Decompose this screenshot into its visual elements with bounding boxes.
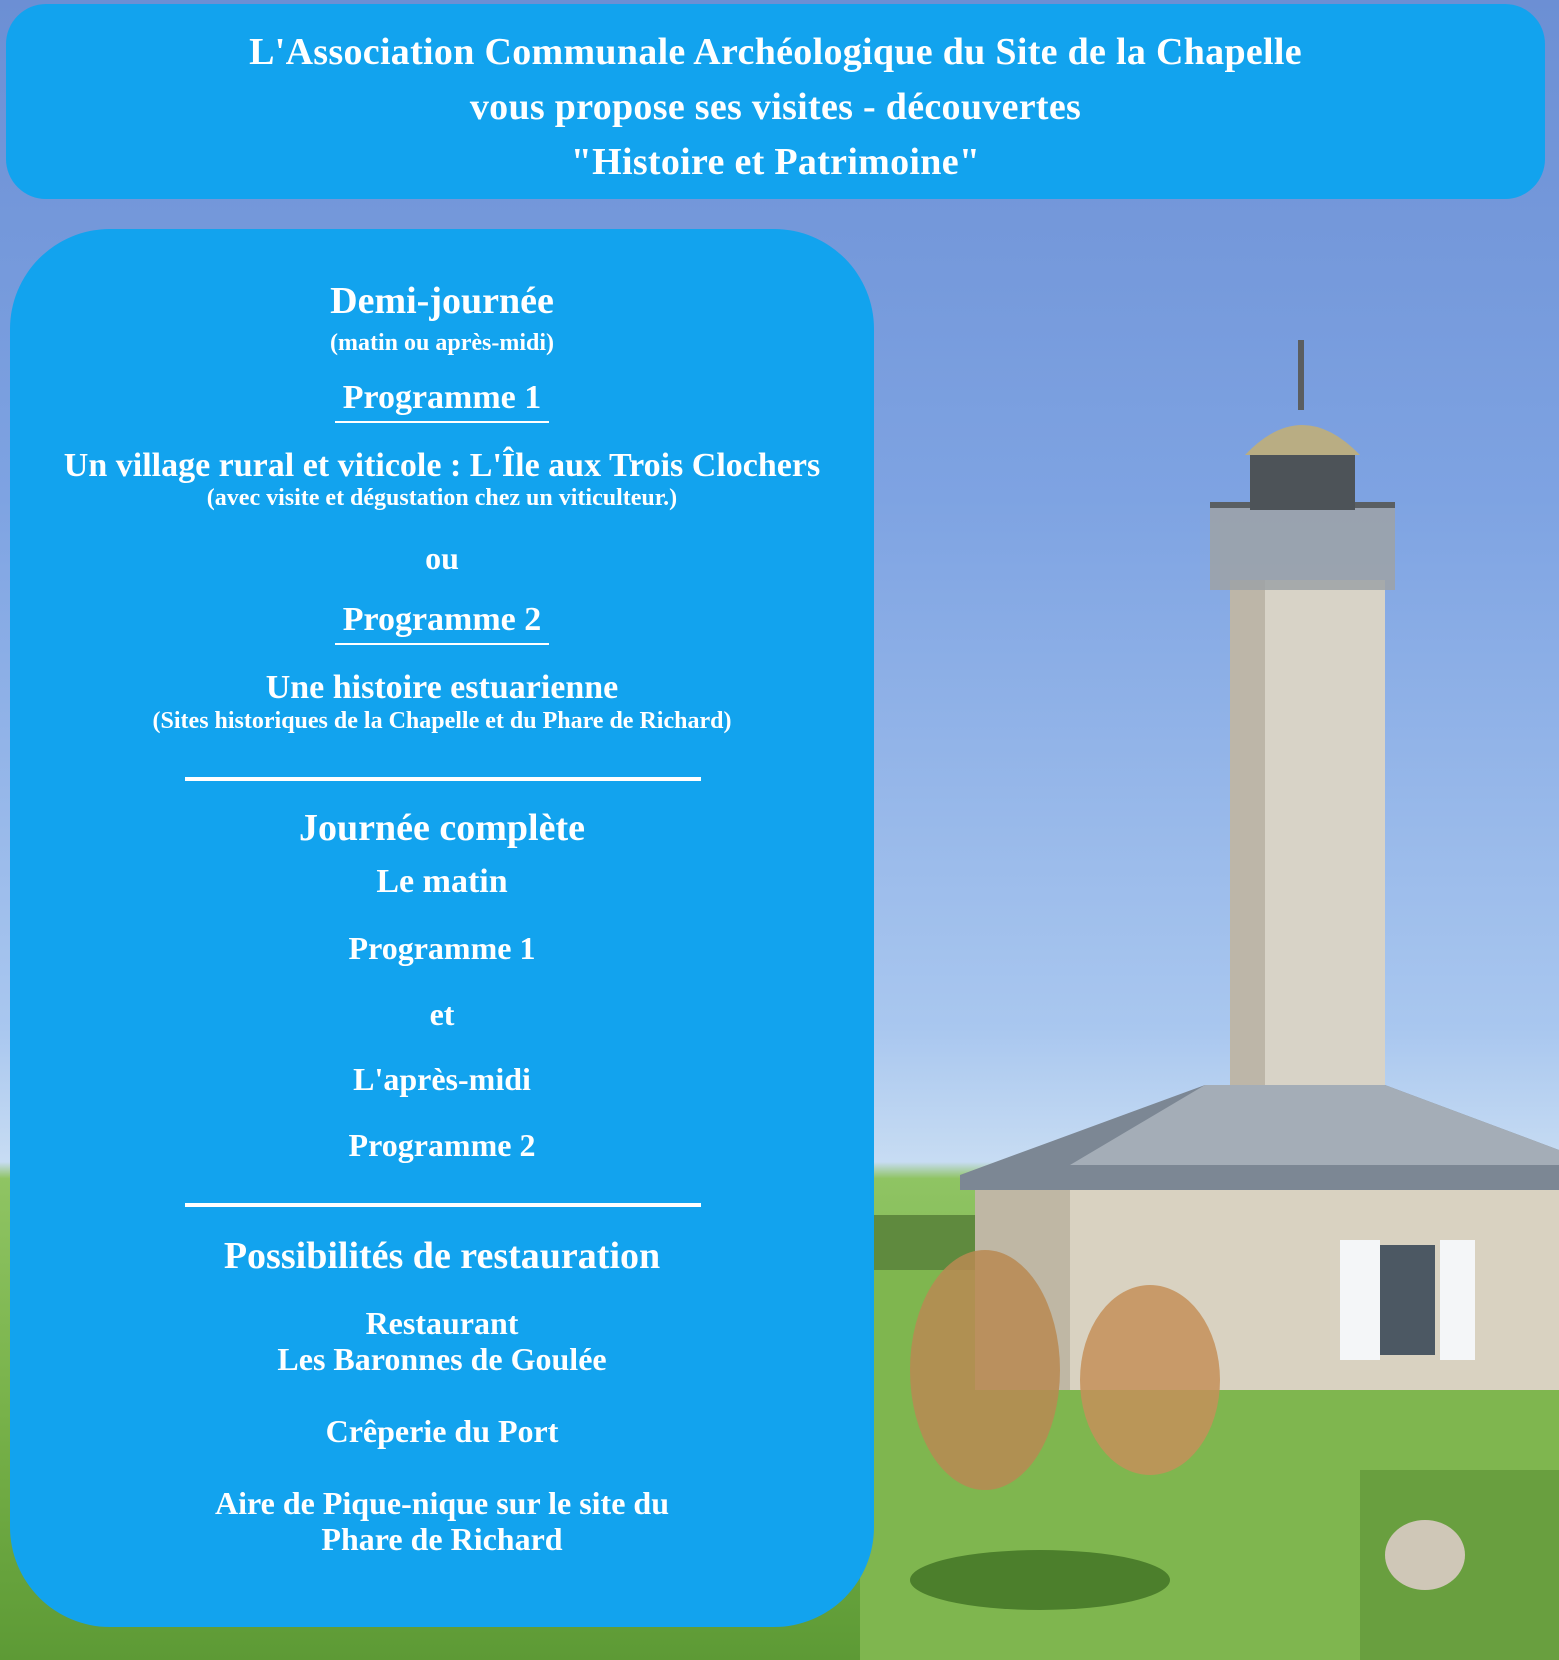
program-2-subtitle: (Sites historiques de la Chapelle et du Phare de Richard): [152, 708, 732, 734]
shutter-left: [1340, 1240, 1380, 1360]
lighthouse-lantern: [1250, 455, 1355, 510]
creperie: Crêperie du Port: [325, 1413, 559, 1449]
lantern-dome: [1245, 425, 1360, 455]
restaurant-line-1: Restaurant: [365, 1305, 519, 1341]
and-label: et: [429, 996, 455, 1032]
tree-left: [910, 1250, 1060, 1490]
tower-shade: [1230, 580, 1265, 1085]
lighthouse-gallery: [1210, 505, 1395, 590]
program-2-label[interactable]: Programme 2: [335, 601, 550, 645]
program-1-subtitle: (avec visite et dégustation chez un viticulteur.): [206, 485, 678, 511]
half-day-subtitle: (matin ou après-midi): [330, 330, 554, 356]
picnic-line-1: Aire de Pique-nique sur le site du: [215, 1485, 669, 1521]
programs-panel: [10, 229, 874, 1627]
program-1-label[interactable]: Programme 1: [335, 379, 550, 423]
flower-bed: [910, 1550, 1170, 1610]
divider-2: [185, 1203, 701, 1207]
divider-1: [185, 777, 701, 781]
morning-program: Programme 1: [348, 930, 536, 966]
header-line-1: L'Association Communale Archéologique du Site de la Chapelle: [249, 31, 1302, 73]
header-banner: [6, 4, 1545, 199]
window: [1380, 1245, 1435, 1355]
half-day-title: Demi-journée: [330, 280, 554, 322]
header-line-3: "Histoire et Patrimoine": [570, 141, 981, 183]
or-label: ou: [425, 540, 459, 576]
full-day-title: Journée complète: [299, 807, 585, 849]
food-title: Possibilités de restauration: [223, 1235, 661, 1277]
program-1-heading: [10, 379, 874, 423]
afternoon-program: Programme 2: [348, 1127, 536, 1163]
morning-label: Le matin: [376, 863, 508, 900]
rock: [1385, 1520, 1465, 1590]
restaurant-line-2: Les Baronnes de Goulée: [277, 1341, 607, 1377]
tree-right: [1080, 1285, 1220, 1475]
weathervane: [1298, 340, 1304, 410]
program-1-title: Un village rural et viticole : L'Île aux Trois Clochers: [63, 447, 821, 484]
program-2-title: Une histoire estuarienne: [265, 669, 619, 706]
shutter-right: [1440, 1240, 1475, 1360]
roof-highlight: [1070, 1085, 1559, 1165]
picnic-line-2: Phare de Richard: [321, 1521, 563, 1557]
afternoon-label: L'après-midi: [353, 1061, 531, 1097]
header-line-2: vous propose ses visites - découvertes: [469, 86, 1082, 128]
program-2-heading: [10, 601, 874, 645]
